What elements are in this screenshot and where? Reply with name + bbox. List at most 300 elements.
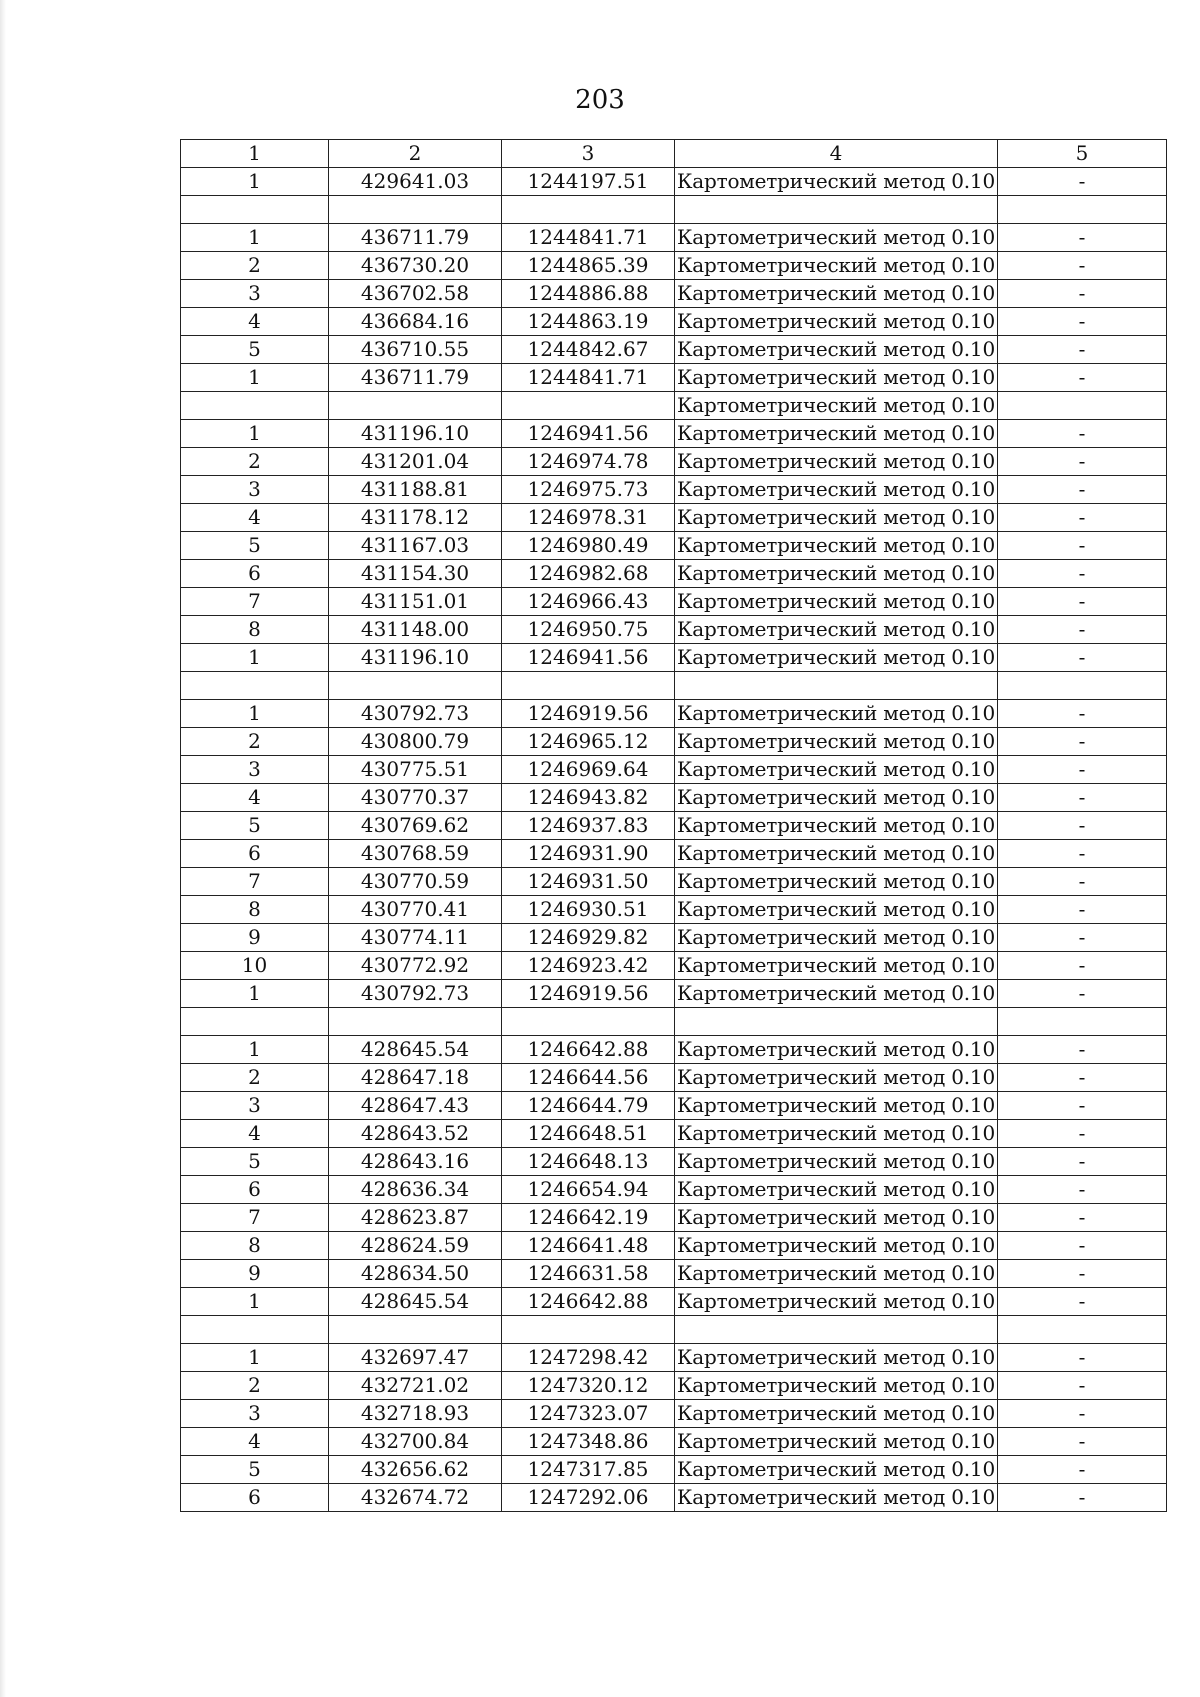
method-cell <box>675 1316 998 1344</box>
table-row <box>181 1148 1167 1176</box>
point-number-cell: 1 <box>181 420 329 448</box>
point-number-cell: 2 <box>181 1064 329 1092</box>
note-cell: - <box>998 728 1167 756</box>
header-row <box>181 140 1167 168</box>
table-header <box>181 140 1167 168</box>
point-number-cell: 3 <box>181 1400 329 1428</box>
page-number: 203 <box>575 85 625 115</box>
y-coordinate-cell: 1246642.19 <box>502 1204 675 1232</box>
header-cell-2: 2 <box>329 140 502 168</box>
method-cell: Картометрический метод 0.10 <box>675 896 998 924</box>
y-coordinate-cell: 1246641.48 <box>502 1232 675 1260</box>
note-cell <box>998 672 1167 700</box>
table-row <box>181 448 1167 476</box>
note-cell: - <box>998 532 1167 560</box>
table-row <box>181 1120 1167 1148</box>
y-coordinate-cell <box>502 1008 675 1036</box>
method-cell: Картометрический метод 0.10 <box>675 1232 998 1260</box>
y-coordinate-cell: 1246943.82 <box>502 784 675 812</box>
table-row <box>181 196 1167 224</box>
method-cell: Картометрический метод 0.10 <box>675 1204 998 1232</box>
table-row <box>181 868 1167 896</box>
table-row <box>181 1260 1167 1288</box>
table-row <box>181 840 1167 868</box>
table-row <box>181 1036 1167 1064</box>
point-number-cell: 9 <box>181 1260 329 1288</box>
table-row <box>181 1092 1167 1120</box>
note-cell: - <box>998 1176 1167 1204</box>
note-cell: - <box>998 1260 1167 1288</box>
note-cell: - <box>998 308 1167 336</box>
note-cell: - <box>998 1092 1167 1120</box>
note-cell: - <box>998 1428 1167 1456</box>
coordinates-table <box>180 139 1167 1512</box>
y-coordinate-cell: 1246919.56 <box>502 700 675 728</box>
method-cell: Картометрический метод 0.10 <box>675 252 998 280</box>
note-cell: - <box>998 1484 1167 1512</box>
y-coordinate-cell: 1246978.31 <box>502 504 675 532</box>
point-number-cell: 1 <box>181 700 329 728</box>
table-row <box>181 560 1167 588</box>
header-cell-4: 4 <box>675 140 998 168</box>
x-coordinate-cell: 430775.51 <box>329 756 502 784</box>
method-cell: Картометрический метод 0.10 <box>675 980 998 1008</box>
note-cell: - <box>998 504 1167 532</box>
method-cell: Картометрический метод 0.10 <box>675 1484 998 1512</box>
note-cell: - <box>998 980 1167 1008</box>
method-cell: Картометрический метод 0.10 <box>675 504 998 532</box>
x-coordinate-cell: 430769.62 <box>329 812 502 840</box>
header-cell-1: 1 <box>181 140 329 168</box>
point-number-cell <box>181 196 329 224</box>
point-number-cell: 7 <box>181 1204 329 1232</box>
method-cell: Картометрический метод 0.10 <box>675 952 998 980</box>
note-cell: - <box>998 476 1167 504</box>
method-cell: Картометрический метод 0.10 <box>675 784 998 812</box>
y-coordinate-cell <box>502 392 675 420</box>
method-cell: Картометрический метод 0.10 <box>675 588 998 616</box>
x-coordinate-cell <box>329 392 502 420</box>
table-row <box>181 700 1167 728</box>
note-cell: - <box>998 1204 1167 1232</box>
point-number-cell: 3 <box>181 476 329 504</box>
point-number-cell: 1 <box>181 980 329 1008</box>
point-number-cell: 8 <box>181 896 329 924</box>
note-cell: - <box>998 560 1167 588</box>
coordinates-table-container <box>180 139 1166 1512</box>
x-coordinate-cell: 430772.92 <box>329 952 502 980</box>
point-number-cell <box>181 1008 329 1036</box>
y-coordinate-cell: 1246937.83 <box>502 812 675 840</box>
method-cell: Картометрический метод 0.10 <box>675 1372 998 1400</box>
table-row <box>181 812 1167 840</box>
y-coordinate-cell: 1246644.56 <box>502 1064 675 1092</box>
point-number-cell: 6 <box>181 1484 329 1512</box>
scan-edge-shadow <box>0 0 6 1697</box>
note-cell: - <box>998 700 1167 728</box>
x-coordinate-cell: 431196.10 <box>329 644 502 672</box>
table-row <box>181 672 1167 700</box>
method-cell: Картометрический метод 0.10 <box>675 756 998 784</box>
x-coordinate-cell: 428645.54 <box>329 1036 502 1064</box>
method-cell: Картометрический метод 0.10 <box>675 1428 998 1456</box>
point-number-cell: 1 <box>181 1036 329 1064</box>
table-row <box>181 980 1167 1008</box>
point-number-cell: 4 <box>181 504 329 532</box>
table-row <box>181 1232 1167 1260</box>
table-row <box>181 896 1167 924</box>
note-cell: - <box>998 1288 1167 1316</box>
y-coordinate-cell: 1246980.49 <box>502 532 675 560</box>
point-number-cell: 3 <box>181 1092 329 1120</box>
method-cell: Картометрический метод 0.10 <box>675 616 998 644</box>
note-cell: - <box>998 364 1167 392</box>
y-coordinate-cell: 1247317.85 <box>502 1456 675 1484</box>
method-cell <box>675 672 998 700</box>
table-row <box>181 224 1167 252</box>
y-coordinate-cell: 1246919.56 <box>502 980 675 1008</box>
method-cell: Картометрический метод 0.10 <box>675 868 998 896</box>
point-number-cell: 3 <box>181 756 329 784</box>
y-coordinate-cell <box>502 672 675 700</box>
table-row <box>181 952 1167 980</box>
note-cell: - <box>998 280 1167 308</box>
x-coordinate-cell: 436711.79 <box>329 364 502 392</box>
x-coordinate-cell: 432656.62 <box>329 1456 502 1484</box>
table-row <box>181 1204 1167 1232</box>
note-cell: - <box>998 952 1167 980</box>
method-cell <box>675 196 998 224</box>
x-coordinate-cell: 431196.10 <box>329 420 502 448</box>
table-row <box>181 280 1167 308</box>
table-row <box>181 644 1167 672</box>
point-number-cell: 4 <box>181 1428 329 1456</box>
note-cell: - <box>998 896 1167 924</box>
point-number-cell: 5 <box>181 336 329 364</box>
table-row <box>181 924 1167 952</box>
y-coordinate-cell: 1246941.56 <box>502 644 675 672</box>
table-row <box>181 392 1167 420</box>
y-coordinate-cell: 1246965.12 <box>502 728 675 756</box>
table-row <box>181 364 1167 392</box>
x-coordinate-cell: 428636.34 <box>329 1176 502 1204</box>
method-cell: Картометрический метод 0.10 <box>675 700 998 728</box>
note-cell: - <box>998 1456 1167 1484</box>
point-number-cell: 5 <box>181 532 329 560</box>
y-coordinate-cell: 1246969.64 <box>502 756 675 784</box>
point-number-cell: 1 <box>181 1344 329 1372</box>
note-cell <box>998 196 1167 224</box>
x-coordinate-cell: 429641.03 <box>329 168 502 196</box>
y-coordinate-cell: 1246941.56 <box>502 420 675 448</box>
note-cell: - <box>998 224 1167 252</box>
table-row <box>181 308 1167 336</box>
x-coordinate-cell: 428624.59 <box>329 1232 502 1260</box>
note-cell: - <box>998 1036 1167 1064</box>
table-row <box>181 420 1167 448</box>
table-row <box>181 756 1167 784</box>
point-number-cell: 5 <box>181 1148 329 1176</box>
note-cell: - <box>998 1148 1167 1176</box>
x-coordinate-cell <box>329 1008 502 1036</box>
x-coordinate-cell: 432721.02 <box>329 1372 502 1400</box>
note-cell: - <box>998 840 1167 868</box>
x-coordinate-cell: 432718.93 <box>329 1400 502 1428</box>
method-cell: Картометрический метод 0.10 <box>675 812 998 840</box>
point-number-cell: 1 <box>181 364 329 392</box>
note-cell: - <box>998 336 1167 364</box>
y-coordinate-cell: 1246975.73 <box>502 476 675 504</box>
x-coordinate-cell: 428645.54 <box>329 1288 502 1316</box>
x-coordinate-cell: 436684.16 <box>329 308 502 336</box>
note-cell: - <box>998 588 1167 616</box>
table-row <box>181 784 1167 812</box>
note-cell: - <box>998 924 1167 952</box>
point-number-cell <box>181 392 329 420</box>
x-coordinate-cell: 431188.81 <box>329 476 502 504</box>
x-coordinate-cell: 431201.04 <box>329 448 502 476</box>
table-row <box>181 588 1167 616</box>
point-number-cell: 5 <box>181 812 329 840</box>
x-coordinate-cell: 432674.72 <box>329 1484 502 1512</box>
note-cell: - <box>998 448 1167 476</box>
table-row <box>181 1400 1167 1428</box>
note-cell: - <box>998 1064 1167 1092</box>
x-coordinate-cell: 432697.47 <box>329 1344 502 1372</box>
point-number-cell: 4 <box>181 1120 329 1148</box>
note-cell: - <box>998 1120 1167 1148</box>
note-cell: - <box>998 868 1167 896</box>
method-cell: Картометрический метод 0.10 <box>675 532 998 560</box>
x-coordinate-cell: 430800.79 <box>329 728 502 756</box>
y-coordinate-cell: 1247323.07 <box>502 1400 675 1428</box>
method-cell: Картометрический метод 0.10 <box>675 728 998 756</box>
method-cell: Картометрический метод 0.10 <box>675 280 998 308</box>
x-coordinate-cell: 430770.41 <box>329 896 502 924</box>
method-cell: Картометрический метод 0.10 <box>675 308 998 336</box>
table-row <box>181 1428 1167 1456</box>
y-coordinate-cell: 1246648.13 <box>502 1148 675 1176</box>
y-coordinate-cell: 1247348.86 <box>502 1428 675 1456</box>
table-row <box>181 168 1167 196</box>
method-cell: Картометрический метод 0.10 <box>675 1344 998 1372</box>
x-coordinate-cell <box>329 672 502 700</box>
point-number-cell: 7 <box>181 588 329 616</box>
table-body <box>181 168 1167 1512</box>
point-number-cell: 4 <box>181 308 329 336</box>
table-row <box>181 1316 1167 1344</box>
x-coordinate-cell: 432700.84 <box>329 1428 502 1456</box>
point-number-cell: 6 <box>181 1176 329 1204</box>
point-number-cell: 2 <box>181 448 329 476</box>
x-coordinate-cell <box>329 196 502 224</box>
method-cell: Картометрический метод 0.10 <box>675 924 998 952</box>
method-cell: Картометрический метод 0.10 <box>675 1400 998 1428</box>
y-coordinate-cell <box>502 1316 675 1344</box>
note-cell: - <box>998 1232 1167 1260</box>
y-coordinate-cell: 1246974.78 <box>502 448 675 476</box>
method-cell: Картометрический метод 0.10 <box>675 840 998 868</box>
x-coordinate-cell: 430792.73 <box>329 980 502 1008</box>
y-coordinate-cell: 1246644.79 <box>502 1092 675 1120</box>
y-coordinate-cell: 1246931.50 <box>502 868 675 896</box>
table-row <box>181 1008 1167 1036</box>
x-coordinate-cell: 430768.59 <box>329 840 502 868</box>
table-row <box>181 728 1167 756</box>
point-number-cell: 1 <box>181 224 329 252</box>
y-coordinate-cell: 1246642.88 <box>502 1288 675 1316</box>
table-row <box>181 504 1167 532</box>
method-cell: Картометрический метод 0.10 <box>675 392 998 420</box>
x-coordinate-cell: 428623.87 <box>329 1204 502 1232</box>
y-coordinate-cell: 1244842.67 <box>502 336 675 364</box>
method-cell: Картометрический метод 0.10 <box>675 560 998 588</box>
note-cell: - <box>998 168 1167 196</box>
point-number-cell: 2 <box>181 728 329 756</box>
note-cell: - <box>998 756 1167 784</box>
y-coordinate-cell: 1246642.88 <box>502 1036 675 1064</box>
point-number-cell: 2 <box>181 252 329 280</box>
y-coordinate-cell: 1244841.71 <box>502 224 675 252</box>
method-cell: Картометрический метод 0.10 <box>675 1260 998 1288</box>
table-row <box>181 1456 1167 1484</box>
method-cell: Картометрический метод 0.10 <box>675 1176 998 1204</box>
y-coordinate-cell: 1246966.43 <box>502 588 675 616</box>
x-coordinate-cell: 430770.59 <box>329 868 502 896</box>
method-cell <box>675 1008 998 1036</box>
x-coordinate-cell: 431167.03 <box>329 532 502 560</box>
method-cell: Картометрический метод 0.10 <box>675 224 998 252</box>
y-coordinate-cell: 1246654.94 <box>502 1176 675 1204</box>
point-number-cell: 1 <box>181 168 329 196</box>
x-coordinate-cell: 436711.79 <box>329 224 502 252</box>
point-number-cell <box>181 1316 329 1344</box>
x-coordinate-cell: 431178.12 <box>329 504 502 532</box>
x-coordinate-cell: 430774.11 <box>329 924 502 952</box>
y-coordinate-cell: 1247320.12 <box>502 1372 675 1400</box>
y-coordinate-cell: 1247292.06 <box>502 1484 675 1512</box>
note-cell: - <box>998 1400 1167 1428</box>
method-cell: Картометрический метод 0.10 <box>675 1456 998 1484</box>
x-coordinate-cell: 436730.20 <box>329 252 502 280</box>
table-row <box>181 336 1167 364</box>
x-coordinate-cell: 428647.43 <box>329 1092 502 1120</box>
method-cell: Картометрический метод 0.10 <box>675 1148 998 1176</box>
note-cell <box>998 1316 1167 1344</box>
method-cell: Картометрический метод 0.10 <box>675 1120 998 1148</box>
point-number-cell: 6 <box>181 560 329 588</box>
y-coordinate-cell: 1246982.68 <box>502 560 675 588</box>
point-number-cell: 6 <box>181 840 329 868</box>
note-cell: - <box>998 252 1167 280</box>
table-row <box>181 1484 1167 1512</box>
y-coordinate-cell: 1244886.88 <box>502 280 675 308</box>
note-cell: - <box>998 616 1167 644</box>
method-cell: Картометрический метод 0.10 <box>675 1036 998 1064</box>
x-coordinate-cell: 430792.73 <box>329 700 502 728</box>
point-number-cell: 10 <box>181 952 329 980</box>
y-coordinate-cell: 1246923.42 <box>502 952 675 980</box>
y-coordinate-cell <box>502 196 675 224</box>
x-coordinate-cell: 428634.50 <box>329 1260 502 1288</box>
table-row <box>181 616 1167 644</box>
y-coordinate-cell: 1244865.39 <box>502 252 675 280</box>
table-row <box>181 1372 1167 1400</box>
y-coordinate-cell: 1246648.51 <box>502 1120 675 1148</box>
table-row <box>181 1064 1167 1092</box>
note-cell <box>998 392 1167 420</box>
point-number-cell: 3 <box>181 280 329 308</box>
y-coordinate-cell: 1246930.51 <box>502 896 675 924</box>
y-coordinate-cell: 1246931.90 <box>502 840 675 868</box>
method-cell: Картометрический метод 0.10 <box>675 1288 998 1316</box>
point-number-cell: 9 <box>181 924 329 952</box>
y-coordinate-cell: 1246929.82 <box>502 924 675 952</box>
point-number-cell <box>181 672 329 700</box>
method-cell: Картометрический метод 0.10 <box>675 1092 998 1120</box>
header-cell-3: 3 <box>502 140 675 168</box>
x-coordinate-cell: 428643.16 <box>329 1148 502 1176</box>
note-cell: - <box>998 1372 1167 1400</box>
y-coordinate-cell: 1246950.75 <box>502 616 675 644</box>
table-row <box>181 1176 1167 1204</box>
note-cell: - <box>998 644 1167 672</box>
method-cell: Картометрический метод 0.10 <box>675 168 998 196</box>
method-cell: Картометрический метод 0.10 <box>675 420 998 448</box>
table-row <box>181 532 1167 560</box>
x-coordinate-cell: 431148.00 <box>329 616 502 644</box>
table-row <box>181 476 1167 504</box>
point-number-cell: 5 <box>181 1456 329 1484</box>
y-coordinate-cell: 1244841.71 <box>502 364 675 392</box>
x-coordinate-cell <box>329 1316 502 1344</box>
point-number-cell: 1 <box>181 1288 329 1316</box>
header-cell-5: 5 <box>998 140 1167 168</box>
y-coordinate-cell: 1246631.58 <box>502 1260 675 1288</box>
x-coordinate-cell: 430770.37 <box>329 784 502 812</box>
y-coordinate-cell: 1244863.19 <box>502 308 675 336</box>
method-cell: Картометрический метод 0.10 <box>675 364 998 392</box>
point-number-cell: 1 <box>181 644 329 672</box>
note-cell: - <box>998 420 1167 448</box>
point-number-cell: 2 <box>181 1372 329 1400</box>
x-coordinate-cell: 436710.55 <box>329 336 502 364</box>
x-coordinate-cell: 431151.01 <box>329 588 502 616</box>
point-number-cell: 7 <box>181 868 329 896</box>
x-coordinate-cell: 428647.18 <box>329 1064 502 1092</box>
method-cell: Картометрический метод 0.10 <box>675 1064 998 1092</box>
x-coordinate-cell: 428643.52 <box>329 1120 502 1148</box>
note-cell: - <box>998 1344 1167 1372</box>
method-cell: Картометрический метод 0.10 <box>675 336 998 364</box>
table-row <box>181 252 1167 280</box>
note-cell: - <box>998 784 1167 812</box>
x-coordinate-cell: 436702.58 <box>329 280 502 308</box>
point-number-cell: 8 <box>181 616 329 644</box>
table-row <box>181 1288 1167 1316</box>
method-cell: Картометрический метод 0.10 <box>675 644 998 672</box>
point-number-cell: 4 <box>181 784 329 812</box>
method-cell: Картометрический метод 0.10 <box>675 448 998 476</box>
note-cell: - <box>998 812 1167 840</box>
table-row <box>181 1344 1167 1372</box>
method-cell: Картометрический метод 0.10 <box>675 476 998 504</box>
point-number-cell: 8 <box>181 1232 329 1260</box>
note-cell <box>998 1008 1167 1036</box>
x-coordinate-cell: 431154.30 <box>329 560 502 588</box>
y-coordinate-cell: 1244197.51 <box>502 168 675 196</box>
y-coordinate-cell: 1247298.42 <box>502 1344 675 1372</box>
